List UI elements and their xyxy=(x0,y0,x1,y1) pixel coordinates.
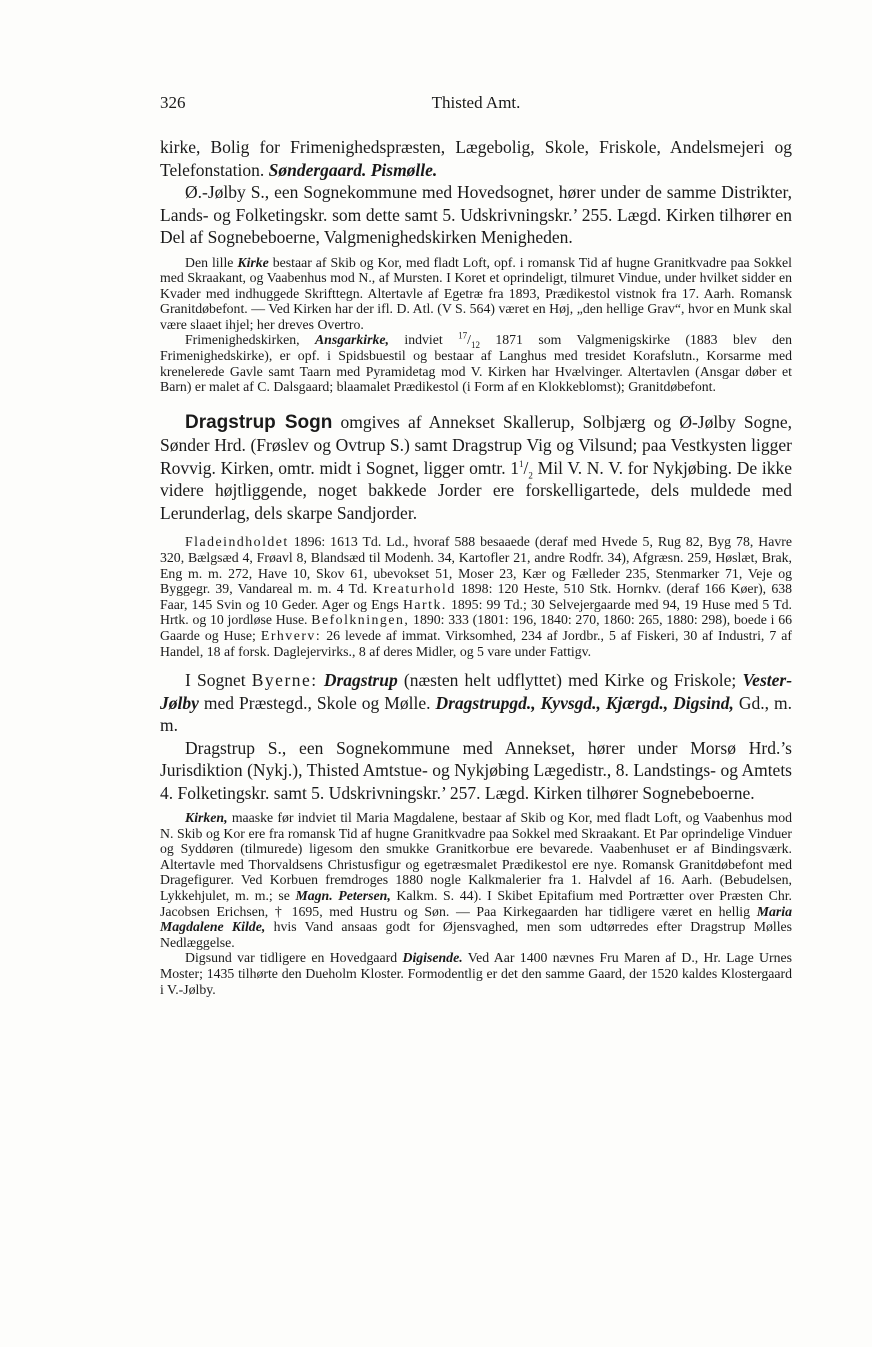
paragraph-dragstrup-sogn: Dragstrup Sogn omgives af Annekset Skallerup, Solbjærg og Ø-Jølby Sogne, Sønder Hrd. (Frøslev og Ovtrup S.) samt Dragstrup Vig og Vilsund; paa Vestkysten ligger Rovvig. Kirken, omtr. midt i Sognet, ligger omtr. $1^1/_2$ Mil V. N. V. for Nykjøbing. De ikke videre højtliggende, noget bakkede Jorder ere forskelligartede, dels muldede med Lerunderlag, dels skarpe Sandjorder. xyxy=(160,411,793,523)
paragraph-dragstrup-kommune: Dragstrup S., een Sognekommune med Annekset, hører under Morsø Hrd.’s Jurisdiktion (Nykj.), Thisted Amtstue- og Nykjøbing Lægedistr., 8. Landstings- og Amtets 4. Folketingskr. samt 5. Udskrivningskr.’ 257. Lægd. Kirken tilhører Sognebeboerne. xyxy=(160,737,792,803)
page-body xyxy=(160,136,792,997)
page-number: 326 xyxy=(160,93,186,112)
paragraph-jolby-kommune: Ø.-Jølby S., een Sognekommune med Hovedsognet, hører under de samme Distrikter, Lands- og Folketingskr. som dette samt 5. Udskrivningskr.’ 255. Lægd. Kirken tilhører en Del af Sognebeboerne, Valgmenighedskirken Menigheden. xyxy=(160,182,792,247)
paragraph-jolby-kirke: Den lille Kirke bestaar af Skib og Kor, med fladt Loft, opf. i romansk Tid af hugne Granitkvadre paa Sokkel med Skraakant, og Vaabenhus mod N., af Mursten. I Koret et oprindeligt, tilmuret Vindue, under hvilket sidder en Kvader med indhuggede Skrifttegn. Altertavle af Egetræ fra 1893, Prædikestol vistnok fra 17. Aarh. Romansk Granitdøbefont. — Ved Kirken har der ifl. D. Atl. (V S. 564) været en Høj, „den hellige Grav“, hvor en Munk skal være slaaet ihjel; her dreves Overtro. xyxy=(160,254,792,332)
paragraph-statistics: Fladeindholdet 1896: 1613 Td. Ld., hvoraf 588 besaaede (deraf med Hvede 5, Rug 82, Byg 78, Havre 320, Bælgsæd 4, Frøavl 8, Blandsæd til Modenh. 34, Kartofler 21, andre Rodfr. 34), Afgræsn. 259, Høslæt, Brak, Eng m. m. 272, Have 10, Skov 61, ubevokset 51, Moser 23, Kær og Fælleder 235, Stenmarker 71, Veje og Byggegr. 39, Vandareal m. m. 4 Td. Kreaturhold 1898: 120 Heste, 510 Stk. Hornkv. (deraf 166 Køer), 638 Faar, 145 Svin og 10 Geder. Ager og Engs Hartk. 1895: 99 Td.; 30 Selvejergaarde med 94, 19 Huse med 5 Td. Hrtk. og 10 jordløse Huse. Befolkningen, 1890: 333 (1801: 196, 1840: 270, 1860: 265, 1880: 298), boede i 66 Gaarde og Huse; Erhverv: 26 levede af immat. Virksomhed, 234 af Jordbr., 5 af Fiskeri, 30 af Industri, 7 af Handel, 18 af forsk. Daglejervirks., 8 af deres Midler, og 5 vare under Fattigv. xyxy=(160,534,793,659)
paragraph-byerne: I Sognet Byerne: Dragstrup (næsten helt udflyttet) med Kirke og Friskole; Vester-Jølby med Præstegd., Skole og Mølle. Dragstrupgd., Kyvsgd., Kjærgd., Digsind, Gd., m. m. xyxy=(160,670,793,736)
running-title: Thisted Amt. xyxy=(431,93,521,112)
paragraph-digsund: Digsund var tidligere en Hovedgaard Digisende. Ved Aar 1400 nævnes Fru Maren af D., Hr. Lage Urnes Moster; 1435 tilhørte den Dueholm Kloster. Formodentlig er det den samme Gaard, der 1520 kaldes Klostergaard i V.-Jølby. xyxy=(160,950,792,997)
page-header xyxy=(160,93,792,117)
paragraph-1: kirke, Bolig for Frimenighedspræsten, Lægebolig, Skole, Friskole, Andelsmejeri og Telefonstation. Søndergaard. Pismølle. xyxy=(160,137,792,180)
paragraph-dragstrup-kirke: Kirken, maaske før indviet til Maria Magdalene, bestaar af Skib og Kor, med fladt Loft, og Vaabenhus mod N. Skib og Kor ere fra romansk Tid af hugne Granitkvadre paa Sokkel med Skraakant. Et Par oprindelige Vinduer og Syddøren (tilmurede) ligesom den smukke Granitkorbue ere bevarede. Vaabenhuset er af Bindingsværk. Altertavle med Thorvaldsens Christusfigur og egetræsmalet Prædikestol ere nye. Romansk Granitdøbefont med Dragefigurer. Ved Korbuen fremdroges 1880 nogle Kalkmalerier fra 1. Halvdel af 16. Aarh. (Bebudelsen, Lykkehjulet, m. m.; se Magn. Petersen, Kalkm. S. 44). I Skibet Epitafium med Portrætter over Præsten Chr. Jacobsen Erichsen, † 1695, med Hustru og Søn. — Paa Kirkegaarden har tidligere været en hellig Maria Magdalene Kilde, hvis Vand ansaas godt for Øjensvaghed, men som udtørredes efter Dragstrup Mølles Nedlæggelse. xyxy=(160,810,793,950)
section-heading: Dragstrup Sogn xyxy=(185,411,333,433)
paragraph-frimenighedskirke: Frimenighedskirken, Ansgarkirke, indviet $^{17}/_{12}$ 1871 som Valgmenigskirke (1883 blev den Frimenighedskirke), er opf. i Spidsbuestil og bestaar af Langhus med tresidet Korafslutn., Korsarme med krenelerede Gavle samt Taarn med Pyramidetag mod V. Kirken har Hvælvinger. Altertavlen (Ansgar døber et Barn) er malet af C. Dalsgaard; blaamalet Prædikestol (i Form af en Klokkeblomst); Granitdøbefont. xyxy=(160,330,793,395)
